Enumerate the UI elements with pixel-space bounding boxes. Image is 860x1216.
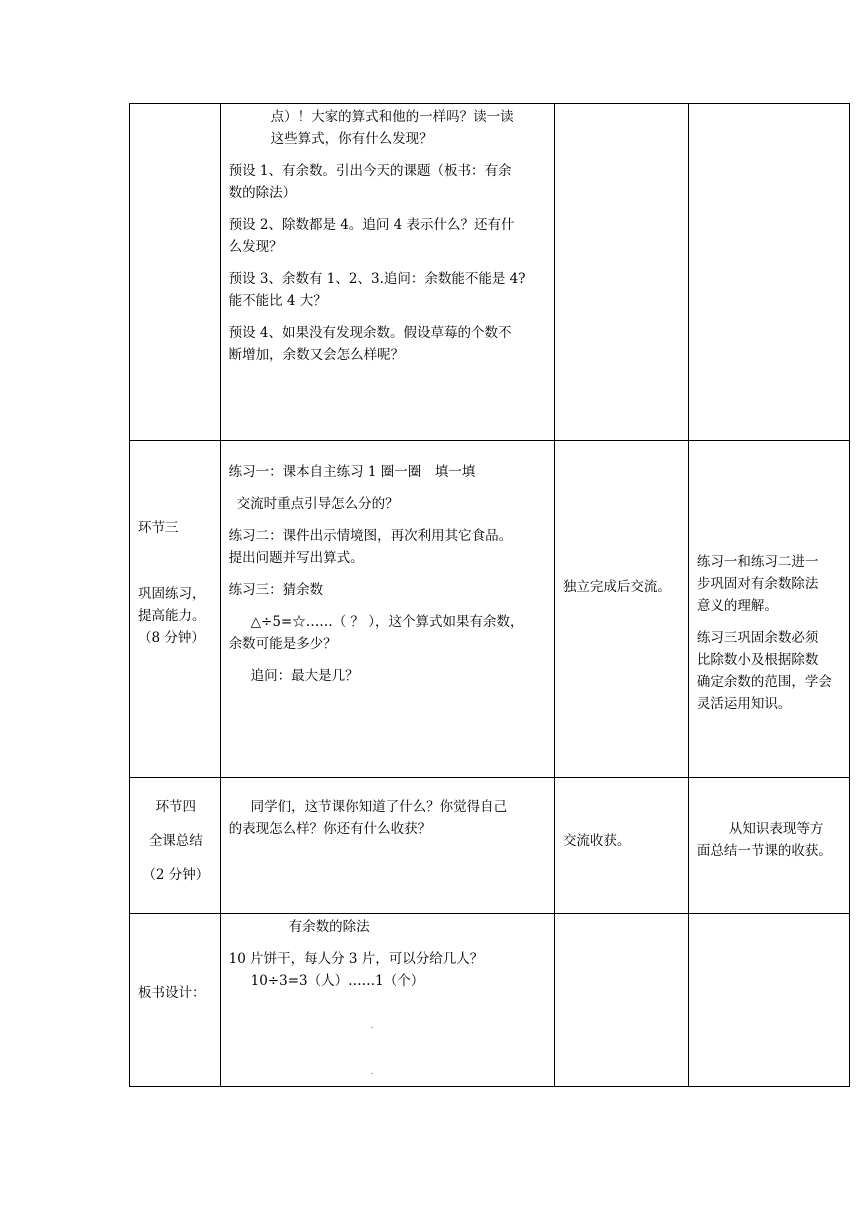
- text-line: 交流时重点引导怎么分的？: [236, 496, 399, 512]
- text-line: 余数可能是多少？: [228, 636, 337, 652]
- text-line: 预设 3、余数有 1、2、3.追问：余数能不能是 4?: [228, 271, 526, 287]
- table-row: [130, 778, 850, 914]
- text-line: 步巩固对有余数除法: [696, 576, 819, 592]
- teacher-activity-cell: [220, 104, 554, 441]
- text-line: 独立完成后交流。: [562, 579, 671, 595]
- text-line: 交流收获。: [562, 833, 631, 849]
- text-line: 的表现怎么样？你还有什么收获？: [228, 821, 432, 837]
- stage-time: （2 分钟）: [142, 867, 210, 883]
- stage-title: 环节三: [138, 520, 179, 536]
- student-activity-cell: [554, 104, 688, 441]
- student-activity-cell: [554, 441, 688, 778]
- text-line: 意义的理解。: [696, 598, 778, 614]
- text-line: 灵活运用知识。: [696, 696, 792, 712]
- text-line: 预设 1、有余数。引出今天的课题（板书：有余: [228, 163, 512, 179]
- stage-cell: [130, 441, 221, 778]
- table-row: [130, 914, 850, 1087]
- text-line: 同学们，这节课你知道了什么？你觉得自己: [250, 799, 508, 815]
- text-line: 预设 2、除数都是 4。追问 4 表示什么？还有什: [228, 217, 515, 233]
- text-line: 练习一和练习二进一: [696, 554, 819, 570]
- dot-mark: .: [370, 1021, 374, 1031]
- text-line: 能不能比 4 大？: [228, 293, 327, 309]
- stage-cell: [130, 914, 221, 1087]
- design-intent-cell: [688, 914, 849, 1087]
- text-line: 预设 4、如果没有发现余数。假设草莓的个数不: [228, 325, 512, 341]
- board-title: 有余数的除法: [288, 919, 370, 935]
- text-line: 断增加，余数又会怎么样呢？: [228, 347, 405, 363]
- table-row: [130, 104, 850, 441]
- text-line: △÷5=☆……（ ？ ），这个算式如果有余数，: [250, 614, 524, 630]
- design-intent-cell: [688, 441, 849, 778]
- text-line: 数的除法）: [228, 185, 297, 201]
- text-line: 确定余数的范围，学会: [696, 674, 832, 690]
- board-design-label: 板书设计：: [138, 985, 206, 1001]
- text-line: 从知识表现等方: [728, 821, 824, 837]
- text-line: 面总结一节课的收获。: [696, 843, 832, 859]
- text-line: 么发现？: [228, 239, 283, 255]
- stage-name: 全课总结: [148, 833, 203, 849]
- text-line: 10÷3=3（人）……1（个）: [250, 973, 425, 989]
- stage-title: 环节四: [155, 799, 197, 815]
- text-line: 10 片饼干，每人分 3 片，可以分给几人？: [228, 951, 484, 967]
- text-line: 点）！大家的算式和他的一样吗？读一读: [270, 109, 514, 125]
- teacher-activity-cell: [220, 778, 554, 914]
- design-intent-cell: [688, 778, 849, 914]
- dot-mark: .: [370, 1067, 374, 1077]
- text-line: 练习二：课件出示情境图，再次利用其它食品。: [228, 528, 513, 544]
- student-activity-cell: [554, 914, 688, 1087]
- stage-name: 提高能力。: [138, 608, 206, 624]
- stage-cell: [130, 104, 221, 441]
- text-line: 比除数小及根据除数: [696, 652, 819, 668]
- teacher-activity-cell: [220, 441, 554, 778]
- design-intent-cell: [688, 104, 849, 441]
- text-line: 练习三：猜余数: [228, 582, 324, 598]
- text-line: 这些算式，你有什么发现？: [270, 131, 433, 147]
- stage-name: 巩固练习，: [138, 586, 206, 602]
- stage-cell: [130, 778, 221, 914]
- text-line: 练习一：课本自主练习 1 圈一圈 填一填: [228, 464, 476, 480]
- text-line: 追问：最大是几？: [250, 668, 359, 684]
- student-activity-cell: [554, 778, 688, 914]
- board-design-cell: [220, 914, 554, 1087]
- lesson-plan-table: [129, 103, 850, 1087]
- stage-time: （8 分钟）: [138, 630, 205, 646]
- table-row: [130, 441, 850, 778]
- text-line: 提出问题并写出算式。: [228, 550, 364, 566]
- text-line: 练习三巩固余数必须: [696, 630, 819, 646]
